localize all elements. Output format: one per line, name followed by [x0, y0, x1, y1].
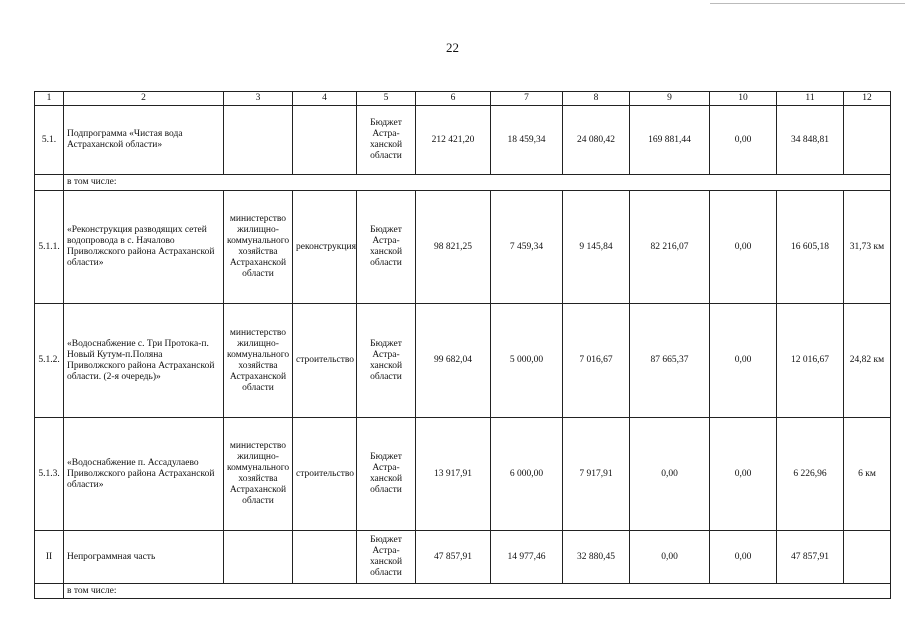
table-row [35, 304, 891, 418]
row-name: «Реконструкция разводящих сетей водопровода в с. Началово Приволжского района Астраханской области» [64, 191, 224, 304]
header-cell: 12 [844, 92, 891, 106]
row-value: 47 857,91 [416, 531, 491, 584]
row-type [293, 531, 357, 584]
row-value: 6 000,00 [491, 418, 563, 531]
row-capacity: 24,82 км [844, 304, 891, 418]
header-row [35, 92, 891, 106]
row-value: 24 080,42 [563, 106, 630, 175]
header-cell: 4 [293, 92, 357, 106]
row-value: 9 145,84 [563, 191, 630, 304]
row-value: 47 857,91 [777, 531, 844, 584]
table-row [35, 418, 891, 531]
row-name: Непрограммная часть [64, 531, 224, 584]
table-row [35, 191, 891, 304]
header-cell: 10 [710, 92, 777, 106]
row-value: 14 977,46 [491, 531, 563, 584]
row-number: 5.1.3. [35, 418, 64, 531]
row-type: строительство [293, 418, 357, 531]
row-capacity [844, 531, 891, 584]
row-executor: министерство жилищно-коммунального хозяйства Астраханской области [224, 304, 293, 418]
row-value: 0,00 [710, 531, 777, 584]
subheading-row [35, 584, 891, 599]
row-source: Бюджет Астра-ханской области [357, 106, 416, 175]
header-cell: 1 [35, 92, 64, 106]
row-value: 0,00 [630, 531, 710, 584]
row-executor [224, 106, 293, 175]
row-value: 0,00 [630, 418, 710, 531]
table-row [35, 106, 891, 175]
row-value: 7 459,34 [491, 191, 563, 304]
header-cell: 9 [630, 92, 710, 106]
row-value: 0,00 [710, 418, 777, 531]
header-cell: 7 [491, 92, 563, 106]
row-value: 0,00 [710, 191, 777, 304]
row-value: 16 605,18 [777, 191, 844, 304]
row-value: 98 821,25 [416, 191, 491, 304]
header-cell: 5 [357, 92, 416, 106]
row-value: 12 016,67 [777, 304, 844, 418]
page-number: 22 [446, 40, 459, 55]
row-value: 7 016,67 [563, 304, 630, 418]
row-capacity [844, 106, 891, 175]
row-number: II [35, 531, 64, 584]
row-value: 99 682,04 [416, 304, 491, 418]
row-type: реконструкция [293, 191, 357, 304]
row-source: Бюджет Астра-ханской области [357, 191, 416, 304]
row-value: 6 226,96 [777, 418, 844, 531]
row-value: 7 917,91 [563, 418, 630, 531]
row-value: 18 459,34 [491, 106, 563, 175]
row-capacity: 6 км [844, 418, 891, 531]
row-value: 82 216,07 [630, 191, 710, 304]
row-value: 212 421,20 [416, 106, 491, 175]
row-executor: министерство жилищно-коммунального хозяйства Астраханской области [224, 191, 293, 304]
row-value: 13 917,91 [416, 418, 491, 531]
row-capacity: 31,73 км [844, 191, 891, 304]
row-name: «Водоснабжение п. Ассадулаево Приволжского района Астраханской области» [64, 418, 224, 531]
subheading-text: в том числе: [64, 584, 891, 599]
row-value: 87 665,37 [630, 304, 710, 418]
row-value: 169 881,44 [630, 106, 710, 175]
row-executor [224, 531, 293, 584]
top-edge-line [710, 3, 905, 4]
row-number: 5.1. [35, 106, 64, 175]
row-value: 0,00 [710, 106, 777, 175]
header-cell: 8 [563, 92, 630, 106]
row-type: строительство [293, 304, 357, 418]
row-executor: министерство жилищно-коммунального хозяйства Астраханской области [224, 418, 293, 531]
row-source: Бюджет Астра-ханской области [357, 418, 416, 531]
row-value: 5 000,00 [491, 304, 563, 418]
subheading-row [35, 175, 891, 191]
budget-table [34, 91, 891, 599]
header-cell: 2 [64, 92, 224, 106]
row-value: 34 848,81 [777, 106, 844, 175]
header-cell: 6 [416, 92, 491, 106]
row-number: 5.1.2. [35, 304, 64, 418]
row-value: 32 880,45 [563, 531, 630, 584]
row-name: Подпрограмма «Чистая вода Астраханской области» [64, 106, 224, 175]
table-row [35, 531, 891, 584]
row-source: Бюджет Астра-ханской области [357, 304, 416, 418]
row-value: 0,00 [710, 304, 777, 418]
header-cell: 11 [777, 92, 844, 106]
row-number: 5.1.1. [35, 191, 64, 304]
subheading-text: в том числе: [64, 175, 891, 191]
row-type [293, 106, 357, 175]
row-source: Бюджет Астра-ханской области [357, 531, 416, 584]
row-name: «Водоснабжение с. Три Протока-п. Новый Кутум-п.Поляна Приволжского района Астраханской области. (2-я очередь)» [64, 304, 224, 418]
header-cell: 3 [224, 92, 293, 106]
